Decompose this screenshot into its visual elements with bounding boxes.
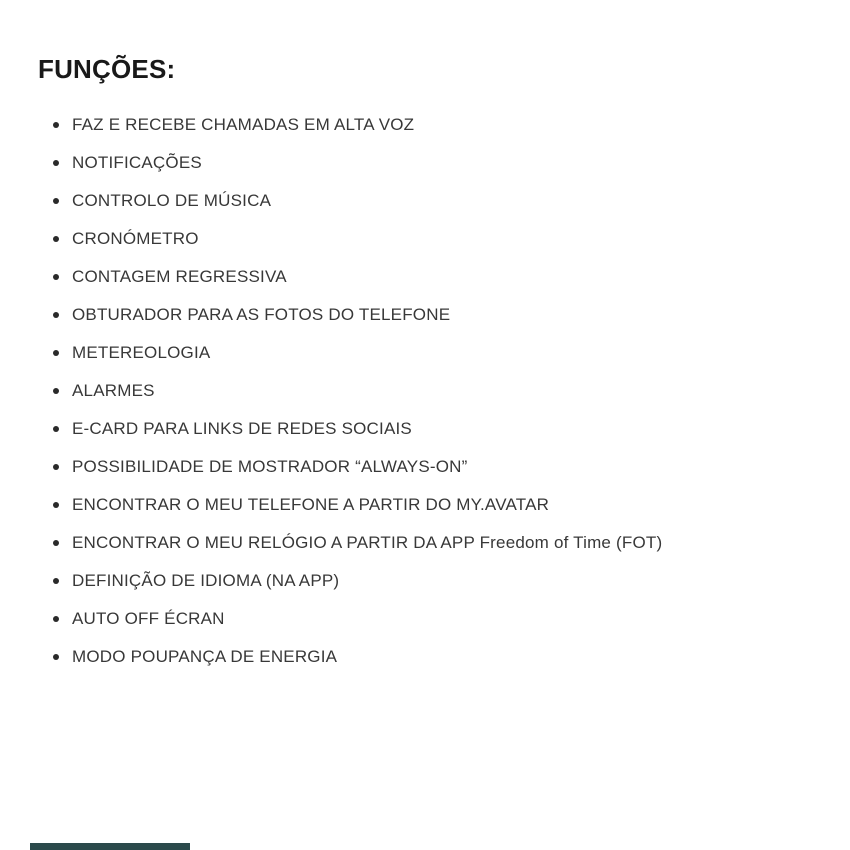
bullet-icon xyxy=(53,274,59,280)
list-item xyxy=(38,334,850,372)
bullet-icon xyxy=(53,388,59,394)
list-item-label: NOTIFICAÇÕES xyxy=(72,153,202,172)
list-item xyxy=(38,258,850,296)
list-item-label: POSSIBILIDADE DE MOSTRADOR “ALWAYS-ON” xyxy=(72,457,468,476)
list-item-label: E-CARD PARA LINKS DE REDES SOCIAIS xyxy=(72,419,412,438)
list-item xyxy=(38,106,850,144)
footer-bar-cropped xyxy=(30,843,190,850)
bullet-icon xyxy=(53,312,59,318)
bullet-icon xyxy=(53,350,59,356)
list-item-label: CONTROLO DE MÚSICA xyxy=(72,191,272,210)
list-item xyxy=(38,486,850,524)
list-item-label: ENCONTRAR O MEU TELEFONE A PARTIR DO MY.AVATAR xyxy=(72,495,550,514)
list-item xyxy=(38,372,850,410)
list-item xyxy=(38,600,850,638)
list-item xyxy=(38,220,850,258)
bullet-icon xyxy=(53,198,59,204)
bullet-icon xyxy=(53,464,59,470)
list-item-label: ENCONTRAR O MEU RELÓGIO A PARTIR DA APP Freedom of Time (FOT) xyxy=(72,533,663,552)
list-item xyxy=(38,638,850,676)
list-item xyxy=(38,448,850,486)
bullet-icon xyxy=(53,160,59,166)
list-item-label: MODO POUPANÇA DE ENERGIA xyxy=(72,647,338,666)
list-item-label: ALARMES xyxy=(72,381,155,400)
list-item-label: FAZ E RECEBE CHAMADAS EM ALTA VOZ xyxy=(72,115,415,134)
list-item xyxy=(38,182,850,220)
list-item-label: CONTAGEM REGRESSIVA xyxy=(72,267,287,286)
list-item xyxy=(38,562,850,600)
bullet-icon xyxy=(53,616,59,622)
list-item-label: CRONÓMETRO xyxy=(72,229,199,248)
list-item xyxy=(38,144,850,182)
list-item xyxy=(38,524,850,562)
bullet-icon xyxy=(53,502,59,508)
bullet-icon xyxy=(53,578,59,584)
list-item-label: DEFINIÇÃO DE IDIOMA (NA APP) xyxy=(72,571,340,590)
bullet-icon xyxy=(53,426,59,432)
features-heading: FUNÇÕES: xyxy=(38,54,176,84)
list-item xyxy=(38,410,850,448)
bullet-icon xyxy=(53,122,59,128)
list-item xyxy=(38,296,850,334)
feature-list xyxy=(38,106,850,676)
bullet-icon xyxy=(53,654,59,660)
list-item-label: METEREOLOGIA xyxy=(72,343,211,362)
bullet-icon xyxy=(53,236,59,242)
list-item-label: AUTO OFF ÉCRAN xyxy=(72,609,225,628)
list-item-label: OBTURADOR PARA AS FOTOS DO TELEFONE xyxy=(72,305,451,324)
bullet-icon xyxy=(53,540,59,546)
